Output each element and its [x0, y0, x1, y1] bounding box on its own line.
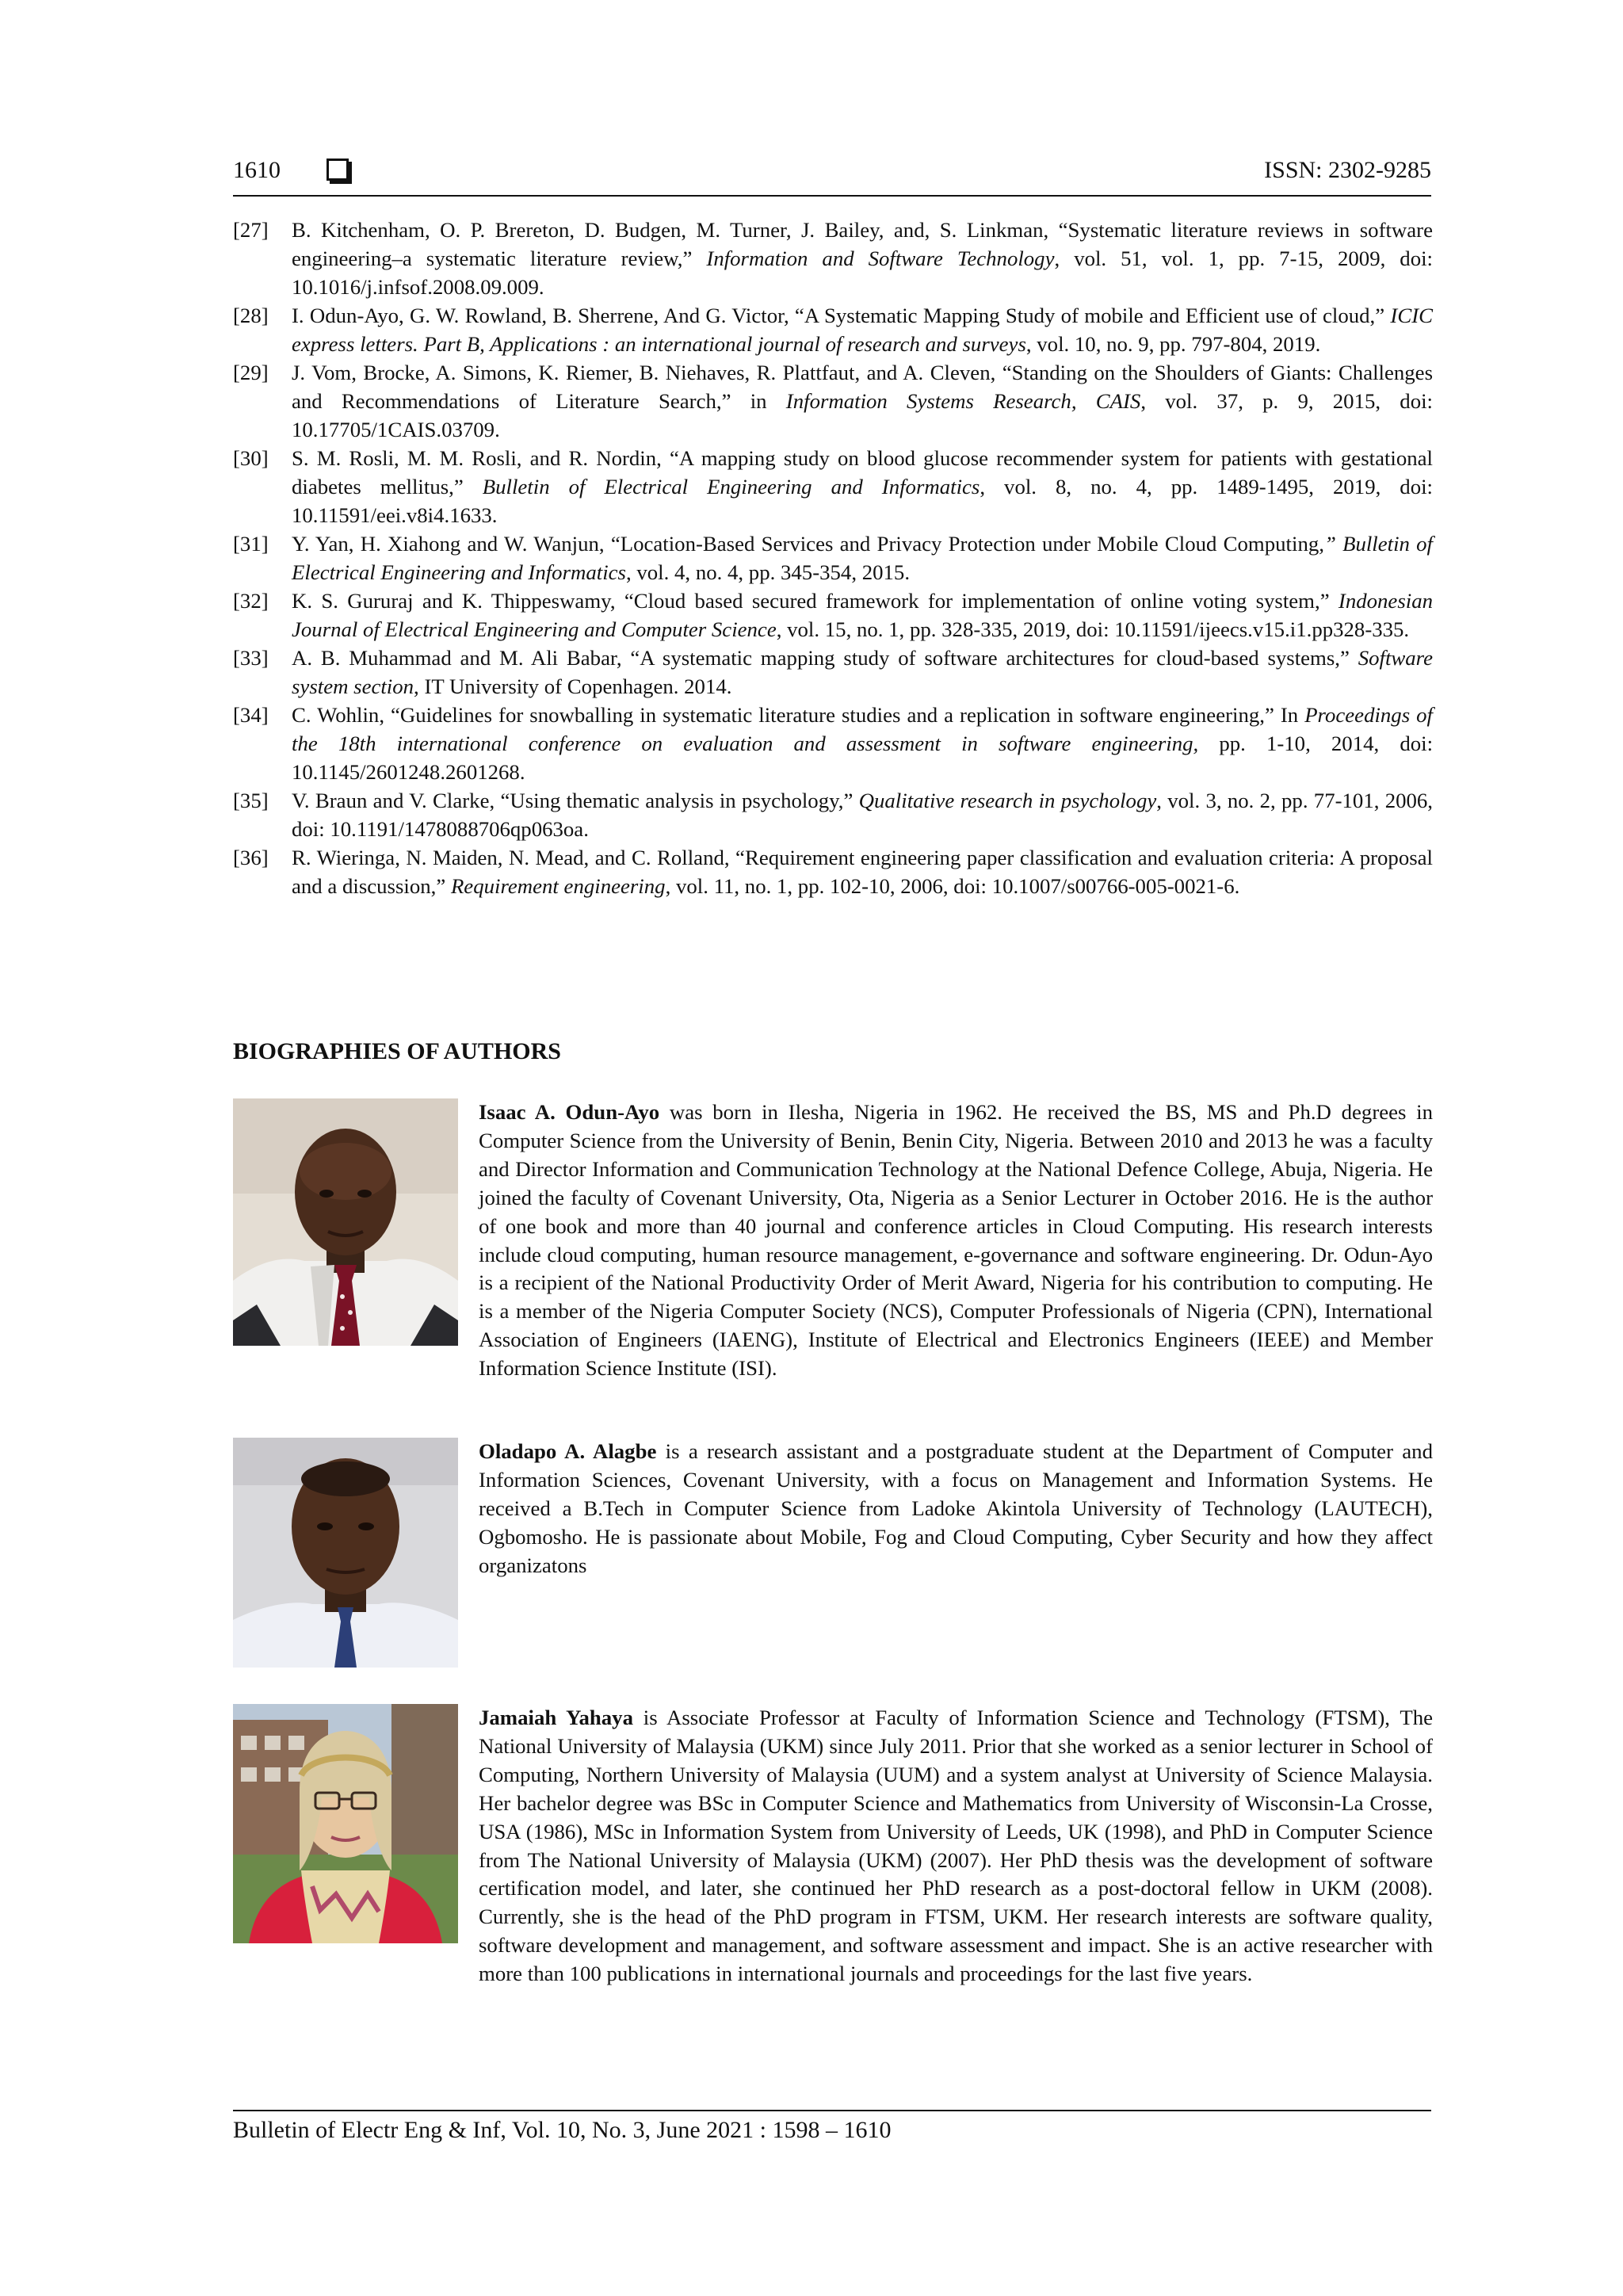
reference-number: [31]	[233, 532, 269, 556]
reference-venue: Requirement engineering	[450, 874, 666, 898]
reference-number: [28]	[233, 304, 269, 327]
reference-item	[233, 358, 1433, 444]
author-bio-body: is a research assistant and a postgraduate student at the Department of Computer and Information Sciences, Covenant University, with a focus on Management and Information Systems. He received a B.Tech in Computer Science from Ladoke Akintola University of Technology (LAUTECH), Ogbomosho. He is passionate about Mobile, Fog and Cloud Computing, Cyber Security and how they affect organizatons	[479, 1439, 1433, 1577]
reference-number: [32]	[233, 589, 269, 613]
reference-venue: Qualitative research in psychology	[858, 789, 1157, 812]
author-name: Isaac A. Odun-Ayo	[479, 1100, 660, 1124]
reference-authors-title: J. Vom, Brocke, A. Simons, K. Riemer, B. Niehaves, R. Plattfaut, and A. Cleven, “Standing on the Shoulders of Giants: Challenges and Recommendations of Literature Search,” in	[292, 361, 1433, 413]
author-photo	[233, 1098, 458, 1346]
footer-rule	[233, 2110, 1431, 2111]
reference-item	[233, 216, 1433, 301]
reference-authors-title: R. Wieringa, N. Maiden, N. Mead, and C. Rolland, “Requirement engineering paper classification and evaluation criteria: A proposal and a discussion,”	[292, 846, 1433, 898]
reference-venue: ,” Bulletin of Electrical Engineering and Informatics	[292, 532, 1433, 584]
reference-item	[233, 701, 1433, 786]
reference-item	[233, 843, 1433, 900]
reference-number: [35]	[233, 789, 269, 812]
reference-venue: Proceedings of the 18th international conference on evaluation and assessment in software engineering,	[292, 703, 1433, 755]
reference-details: , IT University of Copenhagen. 2014.	[414, 674, 732, 698]
reference-number: [27]	[233, 218, 269, 242]
reference-venue: Information and Software Technology	[706, 246, 1055, 270]
reference-number: [29]	[233, 361, 269, 384]
header-rule	[233, 195, 1431, 197]
reference-authors-title: B. Kitchenham, O. P. Brereton, D. Budgen, M. Turner, J. Bailey, and, S. Linkman, “Systematic literature reviews in software engineering–a systematic literature review,”	[292, 218, 1433, 270]
author-bio-text	[479, 1704, 1433, 1988]
author-name: Jamaiah Yahaya	[479, 1706, 633, 1729]
section-title: BIOGRAPHIES OF AUTHORS	[233, 1038, 561, 1064]
reference-details: , vol. 51, vol. 1, pp. 7-15, 2009, doi: 10.1016/j.infsof.2008.09.009.	[292, 246, 1433, 299]
author-bio-body: was born in Ilesha, Nigeria in 1962. He received the BS, MS and Ph.D degrees in Computer Science from the University of Benin, Benin City, Nigeria. Between 2010 and 2013 he was a faculty and Director Information and Communication Technology at the National Defence College, Abuja, Nigeria. He joined the faculty of Covenant University, Ota, Nigeria as a Senior Lecturer in October 2016. He is the author of one book and more than 40 journal and conference articles in Cloud Computing. His research interests include cloud computing, human resource management, e-governance and software engineering. Dr. Odun-Ayo is a recipient of the National Productivity Order of Merit Award, Nigeria for his contribution to computing. He is a member of the Nigeria Computer Society (NCS), Computer Professionals of Nigeria (CPN), International Association of Engineers (IAENG), Institute of Electrical and Electronics Engineers (IEEE) and Member Information Science Institute (ISI).	[479, 1100, 1434, 1381]
reference-number: [34]	[233, 703, 269, 727]
reference-details: , vol. 8, no. 4, pp. 1489-1495, 2019, doi: 10.11591/eei.v8i4.1633.	[292, 475, 1433, 527]
footer-citation: Bulletin of Electr Eng & Inf, Vol. 10, No. 3, June 2021 : 1598 – 1610	[233, 2117, 892, 2143]
box-icon	[327, 159, 349, 181]
reference-authors-title: S. M. Rosli, M. M. Rosli, and R. Nordin, “A mapping study on blood glucose recommender system for patients with gestational diabetes mellitus,”	[292, 446, 1433, 499]
author-name: Oladapo A. Alagbe	[479, 1439, 657, 1463]
reference-venue: Software system section	[292, 646, 1433, 698]
reference-authors-title: Y. Yan, H. Xiahong and W. Wanjun, “Location-Based Services and Privacy Protection under Mobile Cloud Computing	[292, 532, 1319, 556]
reference-details: , vol. 10, no. 9, pp. 797-804, 2019.	[1025, 332, 1321, 356]
reference-item	[233, 301, 1433, 358]
reference-details: , vol. 37, p. 9, 2015, doi: 10.17705/1CAIS.03709.	[292, 389, 1433, 441]
reference-item	[233, 444, 1433, 529]
author-photo	[233, 1704, 458, 1943]
reference-venue: Indonesian Journal of Electrical Engineering and Computer Science	[292, 589, 1433, 641]
reference-authors-title: I. Odun-Ayo, G. W. Rowland, B. Sherrene, And G. Victor, “A Systematic Mapping Study of mobile and Efficient use of cloud,”	[292, 304, 1391, 327]
reference-list	[233, 216, 1433, 900]
reference-authors-title: K. S. Gururaj and K. Thippeswamy, “Cloud based secured framework for implementation of online voting system,”	[292, 589, 1338, 613]
author-bio-body: is Associate Professor at Faculty of Information Science and Technology (FTSM), The National University of Malaysia (UKM) since July 2011. Prior that she worked as a senior lecturer in School of Computing, Northern University of Malaysia (UUM) and a system analyst at University of Science Malaysia. Her bachelor degree was BSc in Computer Science and Mathematics from University of Wisconsin-La Crosse, USA (1986), MSc in Information System from University of Leeds, UK (1998), and PhD in Computer Science from The National University of Malaysia (UKM) (2007). Her PhD thesis was the development of software certification model, and later, she continued her PhD research as a post-doctoral fellow in UKM (2008). Currently, she is the head of the PhD program in FTSM, UKM. Her research interests are software quality, software development and management, and software assessment and impact. She is an active researcher with more than 100 publications in international journals and proceedings for the last five years.	[479, 1706, 1433, 1986]
reference-details: , vol. 11, no. 1, pp. 102-10, 2006, doi: 10.1007/s00766-005-0021-6.	[665, 874, 1240, 898]
reference-authors-title: V. Braun and V. Clarke, “Using thematic analysis in psychology,”	[292, 789, 859, 812]
reference-details: , vol. 3, no. 2, pp. 77-101, 2006, doi: 10.1191/1478088706qp063oa.	[292, 789, 1433, 841]
reference-details: pp. 1-10, 2014, doi: 10.1145/2601248.2601268.	[292, 732, 1434, 784]
reference-number: [36]	[233, 846, 269, 869]
reference-venue: Information Systems Research, CAIS	[785, 389, 1141, 413]
author-bio-text	[479, 1098, 1433, 1383]
reference-details: , vol. 15, no. 1, pp. 328-335, 2019, doi: 10.11591/ijeecs.v15.i1.pp328-335.	[776, 617, 1410, 641]
reference-number: [30]	[233, 446, 269, 470]
author-bio-text	[479, 1438, 1433, 1580]
author-photo	[233, 1438, 458, 1668]
reference-venue: ICIC express letters. Part B, Applications : an international journal of research and surveys	[292, 304, 1433, 356]
reference-venue: Bulletin of Electrical Engineering and Informatics	[482, 475, 980, 499]
issn: ISSN: 2302-9285	[1264, 157, 1431, 183]
reference-item	[233, 529, 1433, 586]
reference-authors-title: C. Wohlin, “Guidelines for snowballing in systematic literature studies and a replication in software engineering,” In	[292, 703, 1305, 727]
reference-number: [33]	[233, 646, 269, 670]
reference-item	[233, 586, 1433, 644]
reference-item	[233, 786, 1433, 843]
page-header	[233, 152, 1431, 187]
reference-details: , vol. 4, no. 4, pp. 345-354, 2015.	[625, 560, 911, 584]
reference-item	[233, 644, 1433, 701]
reference-authors-title: A. B. Muhammad and M. Ali Babar, “A systematic mapping study of software architectures for cloud-based systems,”	[292, 646, 1358, 670]
page-number: 1610	[233, 157, 281, 183]
